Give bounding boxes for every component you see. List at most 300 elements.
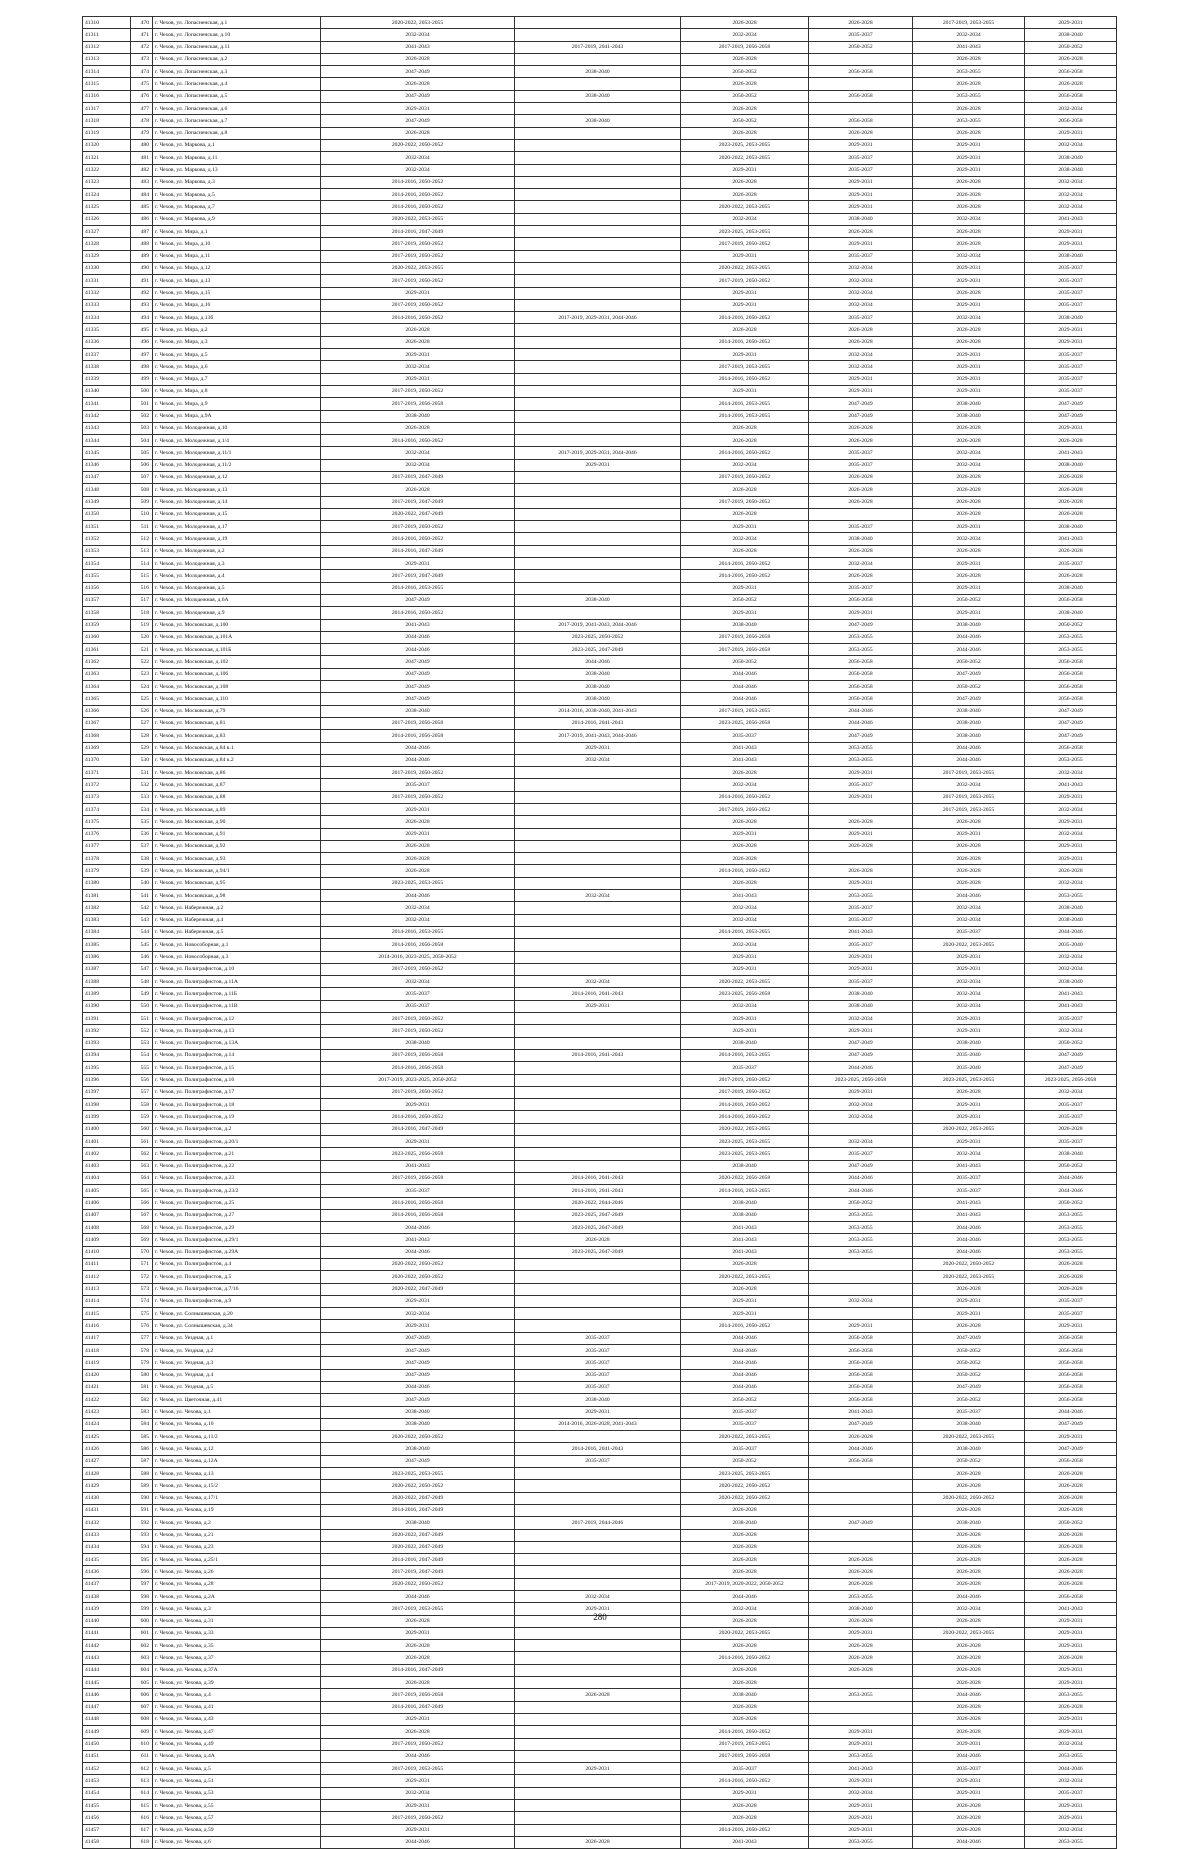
cell-row-id: 41392 <box>83 1025 131 1037</box>
cell-period-5: 2032-2034 <box>913 914 1025 926</box>
cell-row-number: 488 <box>131 238 153 250</box>
cell-period-3: 2026-2028 <box>681 1541 809 1553</box>
table-row <box>83 545 1117 557</box>
cell-period-2 <box>515 17 681 29</box>
cell-period-6: 2035-2037 <box>1025 361 1117 373</box>
cell-period-1: 2026-2028 <box>321 1640 515 1652</box>
cell-period-6: 2029-2031 <box>1025 336 1117 348</box>
cell-period-5: 2026-2028 <box>913 471 1025 483</box>
cell-row-id: 41318 <box>83 115 131 127</box>
cell-period-3: 2032-2034 <box>681 459 809 471</box>
cell-period-4: 2047-2049 <box>809 410 913 422</box>
cell-address: г. Чехов, ул. Полиграфистов, д.13 <box>153 1025 321 1037</box>
cell-period-4 <box>809 1529 913 1541</box>
cell-period-4: 2026-2028 <box>809 1615 913 1627</box>
cell-row-number: 524 <box>131 681 153 693</box>
cell-period-5: 2026-2028 <box>913 201 1025 213</box>
cell-period-5: 2029-2031 <box>913 385 1025 397</box>
cell-period-2: 2035-2037 <box>515 1369 681 1381</box>
cell-period-5: 2035-2037 <box>913 1763 1025 1775</box>
cell-period-6: 2050-2052 <box>1025 1037 1117 1049</box>
cell-period-6: 2029-2031 <box>1025 853 1117 865</box>
cell-period-5: 2020-2022, 2053-2055 <box>913 939 1025 951</box>
cell-period-1: 2026-2028 <box>321 422 515 434</box>
cell-period-6: 2053-2055 <box>1025 1222 1117 1234</box>
cell-row-number: 525 <box>131 693 153 705</box>
cell-address: г. Чехов, ул. Чехова, д.2 <box>153 1517 321 1529</box>
cell-period-5: 2044-2046 <box>913 890 1025 902</box>
cell-period-1: 2047-2049 <box>321 1332 515 1344</box>
cell-address: г. Чехов, ул. Чехова, д.2А <box>153 1591 321 1603</box>
cell-address: г. Чехов, ул. Маркова, д.1 <box>153 139 321 151</box>
cell-row-id: 41390 <box>83 1000 131 1012</box>
cell-period-3: 2044-2046 <box>681 1345 809 1357</box>
cell-period-1: 2047-2049 <box>321 1369 515 1381</box>
cell-period-4 <box>809 1701 913 1713</box>
cell-row-id: 41364 <box>83 681 131 693</box>
cell-row-number: 592 <box>131 1517 153 1529</box>
cell-period-2 <box>515 840 681 852</box>
table-row <box>83 238 1117 250</box>
cell-row-number: 502 <box>131 410 153 422</box>
cell-address: г. Чехов, ул. Чехова, д.33 <box>153 1627 321 1639</box>
cell-period-6: 2026-2028 <box>1025 1283 1117 1295</box>
cell-period-2: 2023-2025, 2047-2049 <box>515 1222 681 1234</box>
cell-address: г. Чехов, ул. Чехова, д.51 <box>153 1775 321 1787</box>
cell-row-id: 41311 <box>83 29 131 41</box>
cell-period-6: 2029-2031 <box>1025 1431 1117 1443</box>
cell-row-number: 484 <box>131 189 153 201</box>
cell-row-number: 579 <box>131 1357 153 1369</box>
cell-row-number: 617 <box>131 1824 153 1836</box>
cell-period-6: 2026-2028 <box>1025 496 1117 508</box>
table-row <box>83 1086 1117 1098</box>
cell-address: г. Чехов, ул. Молодежная, д.6А <box>153 594 321 606</box>
cell-period-5: 2026-2028 <box>913 324 1025 336</box>
cell-row-number: 614 <box>131 1787 153 1799</box>
cell-period-6: 2026-2028 <box>1025 471 1117 483</box>
cell-address: г. Чехов, ул. Лопасненская, д.6 <box>153 103 321 115</box>
cell-period-1: 2017-2019, 2050-2052 <box>321 238 515 250</box>
cell-period-2 <box>515 1136 681 1148</box>
cell-row-number: 513 <box>131 545 153 557</box>
cell-period-6: 2035-2037 <box>1025 1013 1117 1025</box>
cell-period-6: 2035-2037 <box>1025 373 1117 385</box>
cell-period-6: 2056-2058 <box>1025 90 1117 102</box>
cell-period-1: 2044-2046 <box>321 1222 515 1234</box>
cell-row-number: 561 <box>131 1136 153 1148</box>
cell-row-number: 522 <box>131 656 153 668</box>
cell-period-2 <box>515 201 681 213</box>
cell-row-number: 613 <box>131 1775 153 1787</box>
cell-row-id: 41451 <box>83 1750 131 1762</box>
cell-period-5: 2020-2022, 2053-2055 <box>913 1627 1025 1639</box>
cell-period-1: 2014-2016, 2023-2025, 2050-2052 <box>321 951 515 963</box>
cell-period-4: 2029-2031 <box>809 1320 913 1332</box>
cell-period-6: 2026-2028 <box>1025 1554 1117 1566</box>
cell-period-3: 2050-2052 <box>681 90 809 102</box>
cell-address: г. Чехов, ул. Полиграфистов, д.14 <box>153 1049 321 1061</box>
table-row <box>83 17 1117 29</box>
cell-period-2: 2014-2016, 2041-2043 <box>515 1185 681 1197</box>
cell-period-4: 2029-2031 <box>809 607 913 619</box>
cell-row-id: 41310 <box>83 17 131 29</box>
table-row <box>83 1185 1117 1197</box>
cell-address: г. Чехов, ул. Мира, д.10 <box>153 238 321 250</box>
cell-period-6: 2041-2043 <box>1025 1000 1117 1012</box>
cell-period-1: 2014-2016, 2050-2052 <box>321 435 515 447</box>
cell-period-3: 2026-2028 <box>681 840 809 852</box>
table-row <box>83 422 1117 434</box>
cell-address: г. Чехов, ул. Чехова, д.21 <box>153 1529 321 1541</box>
table-row <box>83 1148 1117 1160</box>
cell-row-number: 542 <box>131 902 153 914</box>
cell-period-5: 2032-2034 <box>913 447 1025 459</box>
table-row <box>83 41 1117 53</box>
cell-period-2 <box>515 262 681 274</box>
cell-period-1: 2026-2028 <box>321 1652 515 1664</box>
cell-period-6: 2029-2031 <box>1025 816 1117 828</box>
cell-period-3: 2026-2028 <box>681 1812 809 1824</box>
cell-period-3: 2044-2046 <box>681 1381 809 1393</box>
cell-address: г. Чехов, ул. Лопасненская, д.3 <box>153 66 321 78</box>
cell-row-id: 41344 <box>83 435 131 447</box>
cell-period-2: 2017-2019, 2041-2043 <box>515 41 681 53</box>
cell-period-1: 2017-2019, 2050-2052 <box>321 1025 515 1037</box>
cell-period-6: 2026-2028 <box>1025 1271 1117 1283</box>
cell-period-3: 2014-2016, 2050-2052 <box>681 1726 809 1738</box>
cell-period-5: 2038-2040 <box>913 1443 1025 1455</box>
cell-period-4: 2029-2031 <box>809 1025 913 1037</box>
cell-period-3: 2032-2034 <box>681 1603 809 1615</box>
table-row <box>83 1160 1117 1172</box>
cell-row-number: 510 <box>131 508 153 520</box>
cell-period-2 <box>515 1431 681 1443</box>
cell-period-1: 2017-2019, 2050-2052 <box>321 963 515 975</box>
table-row <box>83 115 1117 127</box>
cell-period-3: 2044-2046 <box>681 1369 809 1381</box>
cell-row-id: 41326 <box>83 213 131 225</box>
cell-period-3: 2017-2019, 2053-2055 <box>681 1738 809 1750</box>
cell-period-2 <box>515 1160 681 1172</box>
cell-period-4: 2029-2031 <box>809 767 913 779</box>
cell-period-4: 2029-2031 <box>809 791 913 803</box>
cell-period-5: 2044-2046 <box>913 1234 1025 1246</box>
cell-row-id: 41383 <box>83 914 131 926</box>
cell-period-4 <box>809 1541 913 1553</box>
cell-period-2 <box>515 1578 681 1590</box>
cell-period-5: 2029-2031 <box>913 1308 1025 1320</box>
cell-row-id: 41394 <box>83 1049 131 1061</box>
cell-row-number: 590 <box>131 1492 153 1504</box>
cell-row-number: 478 <box>131 115 153 127</box>
cell-period-6: 2032-2034 <box>1025 804 1117 816</box>
cell-period-6: 2035-2037 <box>1025 385 1117 397</box>
cell-period-6: 2056-2058 <box>1025 1455 1117 1467</box>
cell-address: г. Чехов, ул. Набережная, д.5 <box>153 926 321 938</box>
cell-period-5: 2032-2034 <box>913 976 1025 988</box>
cell-period-2 <box>515 767 681 779</box>
cell-period-6: 2056-2058 <box>1025 1381 1117 1393</box>
cell-period-2 <box>515 398 681 410</box>
cell-period-2: 2038-2040 <box>515 681 681 693</box>
cell-period-6: 2044-2046 <box>1025 1172 1117 1184</box>
table-row <box>83 791 1117 803</box>
cell-period-2 <box>515 29 681 41</box>
cell-period-4: 2032-2034 <box>809 1111 913 1123</box>
cell-row-id: 41365 <box>83 693 131 705</box>
cell-period-3: 2044-2046 <box>681 681 809 693</box>
cell-address: г. Чехов, ул. Молодежная, д.9 <box>153 607 321 619</box>
cell-period-6: 2041-2043 <box>1025 447 1117 459</box>
cell-period-4 <box>809 1123 913 1135</box>
cell-period-2 <box>515 779 681 791</box>
table-row <box>83 742 1117 754</box>
cell-row-number: 471 <box>131 29 153 41</box>
cell-period-4: 2047-2049 <box>809 1418 913 1430</box>
table-row <box>83 1431 1117 1443</box>
cell-row-id: 41345 <box>83 447 131 459</box>
cell-period-3: 2014-2016, 2053-2055 <box>681 398 809 410</box>
cell-period-1: 2032-2034 <box>321 152 515 164</box>
cell-period-6: 2044-2046 <box>1025 1406 1117 1418</box>
cell-row-number: 529 <box>131 742 153 754</box>
cell-period-4 <box>809 1308 913 1320</box>
table-row <box>83 1381 1117 1393</box>
cell-row-id: 41423 <box>83 1406 131 1418</box>
cell-address: г. Чехов, ул. Молодежная, д.14 <box>153 496 321 508</box>
cell-period-4: 2047-2049 <box>809 1049 913 1061</box>
cell-row-id: 41449 <box>83 1726 131 1738</box>
cell-period-3: 2014-2016, 2050-2052 <box>681 791 809 803</box>
table-row <box>83 1787 1117 1799</box>
cell-row-number: 498 <box>131 361 153 373</box>
cell-period-3: 2026-2028 <box>681 1504 809 1516</box>
cell-period-5: 2038-2040 <box>913 410 1025 422</box>
cell-period-5: 2032-2034 <box>913 459 1025 471</box>
cell-period-4: 2050-2052 <box>809 1197 913 1209</box>
cell-row-number: 586 <box>131 1443 153 1455</box>
cell-period-6: 2038-2040 <box>1025 607 1117 619</box>
cell-period-1: 2032-2034 <box>321 1787 515 1799</box>
cell-period-1: 2020-2022, 2050-2052 <box>321 1271 515 1283</box>
cell-period-5: 2032-2034 <box>913 533 1025 545</box>
cell-row-number: 552 <box>131 1025 153 1037</box>
cell-period-5: 2026-2028 <box>913 336 1025 348</box>
cell-period-1: 2014-2016, 2047-2049 <box>321 1123 515 1135</box>
cell-period-6: 2026-2028 <box>1025 1468 1117 1480</box>
cell-row-id: 41321 <box>83 152 131 164</box>
cell-period-4: 2029-2031 <box>809 189 913 201</box>
cell-period-4: 2026-2028 <box>809 865 913 877</box>
cell-period-3: 2050-2052 <box>681 1455 809 1467</box>
cell-row-id: 41439 <box>83 1603 131 1615</box>
cell-address: г. Чехов, ул. Мира, д.9А <box>153 410 321 422</box>
table-row <box>83 1320 1117 1332</box>
cell-period-4: 2035-2037 <box>809 29 913 41</box>
cell-period-4: 2032-2034 <box>809 1013 913 1025</box>
cell-period-3: 2026-2028 <box>681 853 809 865</box>
cell-row-id: 41329 <box>83 250 131 262</box>
cell-address: г. Чехов, ул. Молодежная, д.5 <box>153 582 321 594</box>
cell-period-3: 2041-2043 <box>681 742 809 754</box>
cell-row-number: 594 <box>131 1541 153 1553</box>
cell-period-1: 2035-2037 <box>321 779 515 791</box>
cell-period-3: 2038-2040 <box>681 1160 809 1172</box>
cell-period-3: 2023-2025, 2056-2058 <box>681 988 809 1000</box>
cell-period-3: 2032-2034 <box>681 29 809 41</box>
cell-period-1: 2047-2049 <box>321 594 515 606</box>
cell-row-number: 545 <box>131 939 153 951</box>
cell-address: г. Чехов, ул. Чехова, д.53 <box>153 1787 321 1799</box>
cell-period-6: 2032-2034 <box>1025 176 1117 188</box>
cell-period-1: 2044-2046 <box>321 1246 515 1258</box>
cell-address: г. Чехов, ул. Чехова, д.12 <box>153 1443 321 1455</box>
cell-period-1: 2020-2022, 2047-2049 <box>321 1283 515 1295</box>
cell-row-number: 595 <box>131 1554 153 1566</box>
cell-period-1: 2029-2031 <box>321 287 515 299</box>
cell-period-1: 2020-2022, 2050-2052 <box>321 1578 515 1590</box>
cell-address: г. Чехов, ул. Маркова, д.13 <box>153 164 321 176</box>
cell-row-number: 473 <box>131 53 153 65</box>
cell-period-3: 2014-2016, 2053-2055 <box>681 926 809 938</box>
cell-period-4 <box>809 1713 913 1725</box>
table-row <box>83 717 1117 729</box>
cell-period-6: 2053-2055 <box>1025 644 1117 656</box>
table-row <box>83 594 1117 606</box>
table-row <box>83 1222 1117 1234</box>
cell-period-5: 2020-2022, 2050-2052 <box>913 1492 1025 1504</box>
cell-period-5: 2044-2046 <box>913 1750 1025 1762</box>
cell-period-5: 2029-2031 <box>913 582 1025 594</box>
cell-period-6: 2053-2055 <box>1025 1750 1117 1762</box>
cell-period-2 <box>515 1677 681 1689</box>
cell-period-5: 2050-2052 <box>913 1394 1025 1406</box>
cell-period-6: 2032-2034 <box>1025 1086 1117 1098</box>
cell-address: г. Чехов, ул. Мира, д.13 <box>153 275 321 287</box>
schedule-table-body <box>83 17 1117 1849</box>
cell-period-5: 2026-2028 <box>913 127 1025 139</box>
cell-address: г. Чехов, ул. Полиграфистов, д.20/1 <box>153 1136 321 1148</box>
cell-period-2 <box>515 1099 681 1111</box>
cell-period-1: 2020-2022, 2050-2052 <box>321 1258 515 1270</box>
cell-row-number: 505 <box>131 447 153 459</box>
cell-period-1: 2023-2025, 2053-2055 <box>321 877 515 889</box>
cell-address: г. Чехов, ул. Маркова, д.11 <box>153 152 321 164</box>
cell-period-1: 2044-2046 <box>321 631 515 643</box>
cell-period-4 <box>809 804 913 816</box>
cell-period-1: 2047-2049 <box>321 693 515 705</box>
cell-period-5: 2026-2028 <box>913 189 1025 201</box>
cell-address: г. Чехов, ул. Чехова, д.25/1 <box>153 1554 321 1566</box>
cell-period-1: 2035-2037 <box>321 1000 515 1012</box>
cell-period-6: 2041-2043 <box>1025 533 1117 545</box>
cell-row-id: 41350 <box>83 508 131 520</box>
cell-period-4: 2032-2034 <box>809 1787 913 1799</box>
cell-period-6: 2056-2058 <box>1025 1369 1117 1381</box>
cell-row-id: 41431 <box>83 1504 131 1516</box>
cell-period-4: 2029-2031 <box>809 828 913 840</box>
cell-period-3: 2029-2031 <box>681 385 809 397</box>
cell-period-1: 2017-2019, 2047-2049 <box>321 471 515 483</box>
cell-address: г. Чехов, ул. Полиграфистов, д.5 <box>153 1271 321 1283</box>
table-row <box>83 1836 1117 1848</box>
cell-period-5: 2038-2040 <box>913 1517 1025 1529</box>
table-row <box>83 275 1117 287</box>
cell-period-2 <box>515 361 681 373</box>
cell-period-4: 2026-2028 <box>809 1554 913 1566</box>
cell-period-6: 2056-2058 <box>1025 693 1117 705</box>
cell-row-id: 41414 <box>83 1295 131 1307</box>
cell-row-number: 519 <box>131 619 153 631</box>
cell-address: г. Чехов, ул. Чехова, д.17/1 <box>153 1492 321 1504</box>
cell-row-id: 41343 <box>83 422 131 434</box>
cell-period-3: 2032-2034 <box>681 902 809 914</box>
cell-period-6: 2047-2049 <box>1025 1049 1117 1061</box>
cell-row-id: 41334 <box>83 312 131 324</box>
cell-row-id: 41354 <box>83 558 131 570</box>
table-row <box>83 1677 1117 1689</box>
table-row <box>83 127 1117 139</box>
cell-period-3: 2014-2016, 2053-2055 <box>681 1185 809 1197</box>
cell-period-4: 2044-2046 <box>809 1172 913 1184</box>
table-row <box>83 1443 1117 1455</box>
cell-row-id: 41384 <box>83 926 131 938</box>
cell-period-5: 2044-2046 <box>913 742 1025 754</box>
cell-period-6: 2053-2055 <box>1025 890 1117 902</box>
cell-period-1: 2017-2019, 2050-2052 <box>321 767 515 779</box>
cell-row-id: 41333 <box>83 299 131 311</box>
cell-period-1: 2035-2037 <box>321 1185 515 1197</box>
cell-period-2 <box>515 1258 681 1270</box>
cell-period-2: 2035-2037 <box>515 1381 681 1393</box>
cell-period-2 <box>515 1726 681 1738</box>
cell-row-number: 553 <box>131 1037 153 1049</box>
cell-period-3: 2032-2034 <box>681 1000 809 1012</box>
cell-period-1: 2047-2049 <box>321 1357 515 1369</box>
cell-period-3: 2050-2052 <box>681 594 809 606</box>
cell-period-4: 2029-2031 <box>809 1812 913 1824</box>
cell-address: г. Чехов, ул. Московская, д.83 <box>153 730 321 742</box>
cell-row-number: 496 <box>131 336 153 348</box>
cell-period-5: 2044-2046 <box>913 1246 1025 1258</box>
cell-period-6: 2056-2058 <box>1025 656 1117 668</box>
cell-row-number: 565 <box>131 1185 153 1197</box>
cell-row-id: 41456 <box>83 1812 131 1824</box>
cell-period-2 <box>515 1738 681 1750</box>
cell-period-3: 2017-2019, 2050-2052 <box>681 804 809 816</box>
table-row <box>83 201 1117 213</box>
cell-period-2 <box>515 902 681 914</box>
table-row <box>83 53 1117 65</box>
cell-row-number: 474 <box>131 66 153 78</box>
table-row <box>83 681 1117 693</box>
cell-period-4: 2056-2058 <box>809 1394 913 1406</box>
cell-row-id: 41437 <box>83 1578 131 1590</box>
table-row <box>83 213 1117 225</box>
cell-period-6: 2056-2058 <box>1025 1357 1117 1369</box>
cell-period-1: 2014-2016, 2053-2055 <box>321 926 515 938</box>
cell-period-2 <box>515 1468 681 1480</box>
cell-address: г. Чехов, ул. Полиграфистов, д.29/1 <box>153 1234 321 1246</box>
cell-row-number: 531 <box>131 767 153 779</box>
cell-address: г. Чехов, ул. Полиграфистов, д.23/2 <box>153 1185 321 1197</box>
cell-period-1: 2020-2022, 2050-2052 <box>321 1480 515 1492</box>
cell-period-1: 2029-2031 <box>321 1824 515 1836</box>
cell-row-number: 550 <box>131 1000 153 1012</box>
cell-period-1: 2038-2040 <box>321 1418 515 1430</box>
cell-period-6: 2047-2049 <box>1025 398 1117 410</box>
